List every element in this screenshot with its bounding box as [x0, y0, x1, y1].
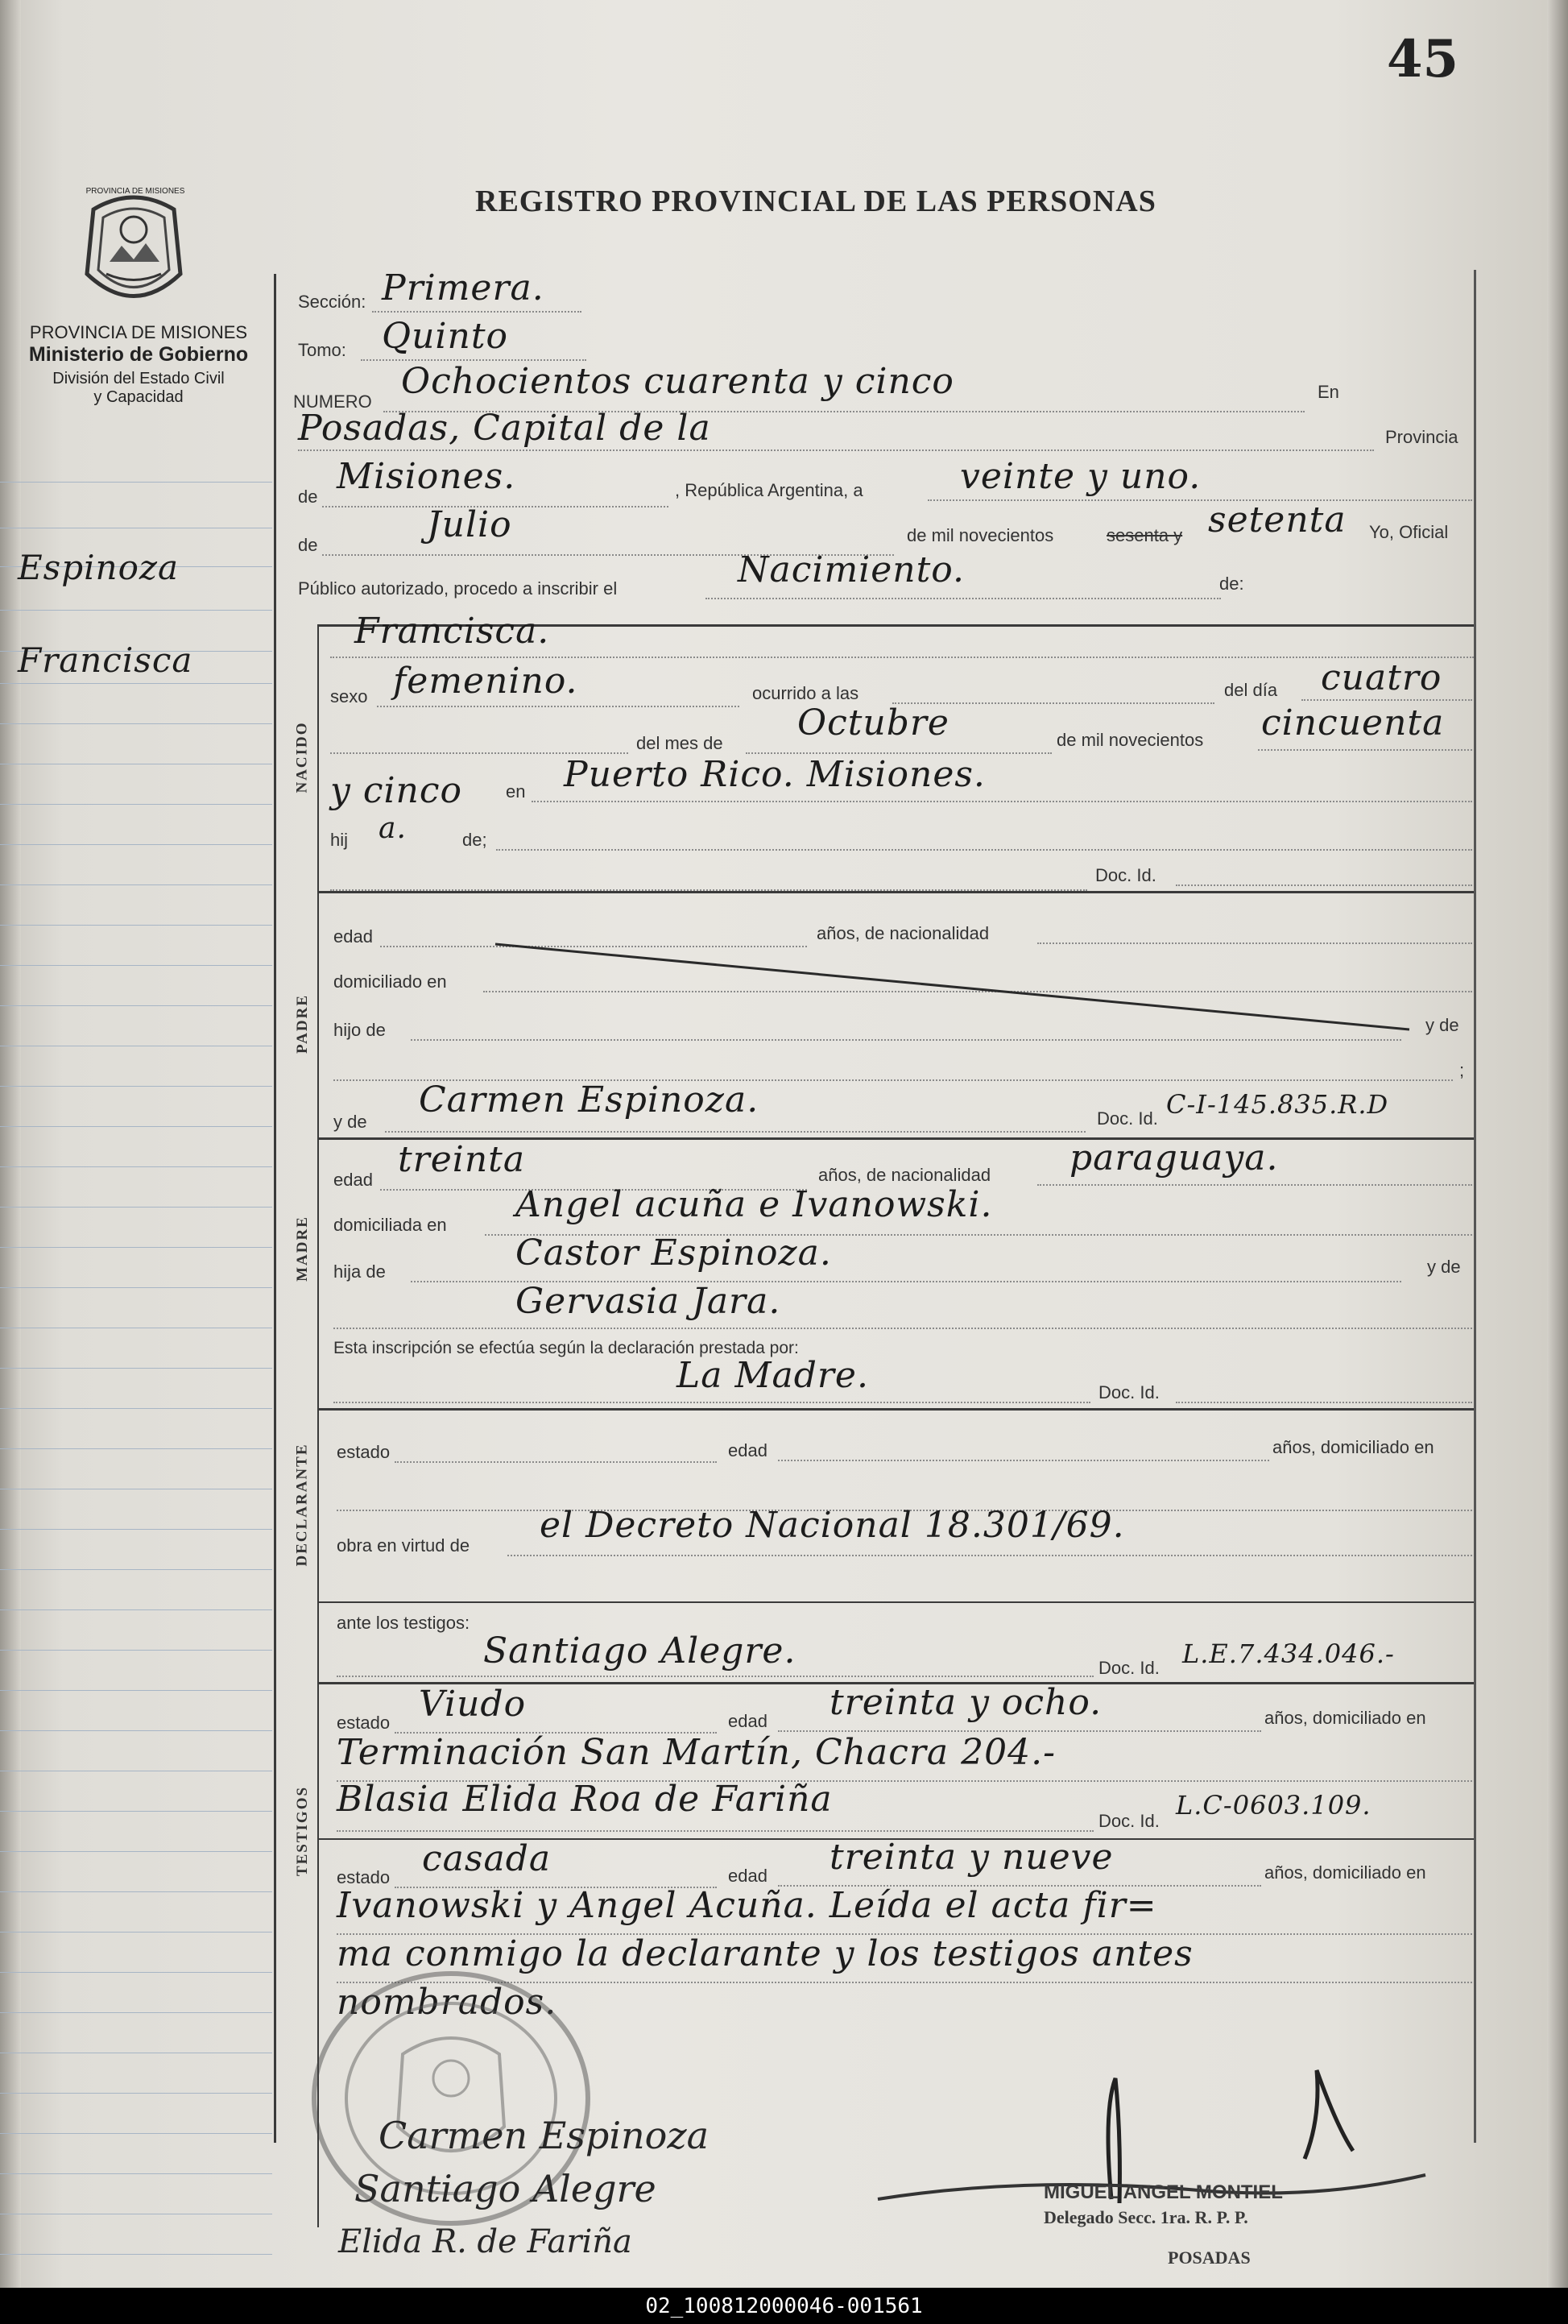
official-role: Delegado Secc. 1ra. R. P. P. [1044, 2207, 1248, 2227]
value-ano-nac: cincuenta [1261, 702, 1445, 744]
division-line2: y Capacidad [93, 388, 184, 406]
label-anos-dom-t1: años, domiciliado en [1264, 1708, 1426, 1728]
signature-carmen: Carmen Espinoza [379, 2114, 710, 2157]
label-hija-de: hija de [333, 1261, 386, 1282]
value-testigo2-domicilio: Ivanowski y Angel Acuña. Leída el acta fir= [337, 1885, 1157, 1926]
label-en-lugar: en [506, 781, 526, 802]
label-seccion: Sección: [298, 292, 366, 312]
label-domicilio-madre: domiciliada en [333, 1215, 447, 1235]
value-sexo: femenino. [393, 661, 578, 702]
label-numero: NUMERO [293, 391, 372, 412]
value-testigo1-domicilio: Terminación San Martín, Chacra 204.- [337, 1732, 1056, 1773]
label-doc-madre: Doc. Id. [1097, 1108, 1158, 1129]
label-edad-t1: edad [728, 1711, 767, 1731]
padre-strike-line [491, 934, 1417, 1047]
page-number: 45 [1387, 29, 1459, 89]
signature-santiago: Santiago Alegre [354, 2167, 656, 2210]
value-dia: cuatro [1321, 657, 1442, 698]
label-edad-declarante: edad [728, 1440, 767, 1460]
label-de-hij: de; [462, 830, 487, 850]
label-doc-testigo2: Doc. Id. [1098, 1811, 1160, 1831]
label-estado-t2: estado [337, 1867, 391, 1887]
value-testigo1-edad: treinta y ocho. [830, 1682, 1103, 1723]
label-yo-oficial: Yo, Oficial [1369, 522, 1449, 542]
value-cierre1: ma conmigo la declarante y los testigos antes [337, 1933, 1194, 1974]
label-anos-nac-padre: años, de nacionalidad [817, 923, 990, 943]
label-doc-nacido: Doc. Id. [1095, 865, 1156, 885]
label-obra: obra en virtud de [337, 1535, 470, 1556]
label-hijo-de: hijo de [333, 1020, 386, 1040]
label-ocurrido: ocurrido a las [752, 683, 859, 703]
value-fecha-dia: veinte y uno. [960, 456, 1202, 497]
value-acto: Nacimiento. [738, 549, 966, 590]
left-frame-line [274, 274, 276, 2143]
label-edad-t2: edad [728, 1866, 767, 1886]
label-anos-dom-declarante: años, domiciliado en [1272, 1437, 1434, 1457]
label-de-acto: de: [1219, 574, 1244, 594]
value-tomo: Quinto [382, 316, 508, 357]
label-doc-declarante: Doc. Id. [1098, 1382, 1160, 1402]
label-edad-padre: edad [333, 926, 373, 947]
label-y-de-madre: y de [333, 1112, 367, 1132]
division-line1: División del Estado Civil [52, 370, 225, 387]
value-testigo1-estado: Viudo [419, 1684, 527, 1725]
value-testigo1-doc: L.E.7.434.046.- [1182, 1638, 1395, 1669]
file-footer [0, 2288, 1568, 2324]
value-madre-doc: C-I-145.835.R.D [1166, 1089, 1389, 1120]
value-cierre2: nombrados. [337, 1982, 557, 2023]
value-seccion: Primera. [382, 267, 544, 309]
official-name: MIGUEL ANGEL MONTIEL [1044, 2181, 1283, 2203]
value-madre-padre: Castor Espinoza. [515, 1232, 832, 1274]
label-de-mil: de mil novecientos [907, 525, 1054, 545]
label-estado-declarante: estado [337, 1442, 391, 1462]
right-frame-line [1474, 270, 1476, 2143]
value-lugar-pre: y cinco [330, 770, 463, 811]
label-estado-t1: estado [337, 1713, 391, 1733]
value-testigo2-edad: treinta y nueve [830, 1837, 1114, 1878]
value-testigo1: Santiago Alegre. [483, 1630, 796, 1672]
label-hij: hij [330, 830, 349, 850]
label-de-provincia: de [298, 487, 318, 507]
label-del-mes: del mes de [636, 733, 723, 753]
section-nacido: NACIDO [294, 721, 311, 793]
label-provincia: Provincia [1385, 427, 1458, 447]
value-hij-suffix: a. [379, 812, 407, 845]
label-republica: , República Argentina, a [675, 480, 863, 500]
value-madre-edad: treinta [398, 1139, 526, 1180]
label-tomo: Tomo: [298, 340, 346, 360]
province-header [0, 322, 277, 407]
section-declarante: DECLARANTE [294, 1443, 311, 1567]
value-mes: Octubre [797, 702, 949, 744]
signature-elida: Elida R. de Fariña [338, 2223, 632, 2260]
label-sexo: sexo [330, 686, 368, 706]
province-name: PROVINCIA DE MISIONES [29, 322, 248, 342]
official-city: POSADAS [1168, 2247, 1251, 2268]
label-doc-testigo1: Doc. Id. [1098, 1658, 1160, 1678]
value-madre-nombre: Carmen Espinoza. [419, 1079, 759, 1121]
section-madre: MADRE [294, 1215, 311, 1282]
label-inscripcion: Esta inscripción se efectúa según la declaración prestada por: [333, 1339, 799, 1357]
value-provincia: Misiones. [337, 456, 516, 497]
value-testigo2-doc: L.C-0603.109. [1176, 1790, 1371, 1821]
value-ano: setenta [1208, 499, 1347, 541]
value-madre-nac: paraguaya. [1069, 1137, 1279, 1179]
label-edad-madre: edad [333, 1170, 373, 1190]
page-right-edge [1547, 0, 1568, 2288]
label-y-de-madre2: y de [1427, 1257, 1461, 1277]
section-testigos: TESTIGOS [294, 1785, 312, 1877]
provincial-seal-icon [77, 185, 190, 314]
seal-text: PROVINCIA DE MISIONES [85, 187, 185, 196]
label-anos-nac-madre: años, de nacionalidad [818, 1165, 991, 1185]
value-ano-tachado: sesenta y [1107, 525, 1183, 545]
value-declarante: La Madre. [676, 1355, 869, 1396]
label-del-dia: del día [1224, 680, 1278, 700]
label-en: En [1318, 382, 1339, 402]
label-de-mil-nov: de mil novecientos [1057, 730, 1204, 750]
label-publico: Público autorizado, procedo a inscribir el [298, 578, 618, 599]
value-madre-madre: Gervasia Jara. [515, 1281, 781, 1322]
value-fecha-mes: Julio [427, 504, 512, 545]
value-numero: Ochocientos cuarenta y cinco [401, 361, 954, 402]
value-ciudad: Posadas, Capital de la [298, 408, 711, 449]
section-padre: PADRE [294, 993, 312, 1054]
value-lugar: Puerto Rico. Misiones. [564, 754, 986, 795]
label-y-de-padre: y de [1425, 1015, 1459, 1035]
footer-filename: 02_100812000046-001561 [645, 2293, 923, 2318]
register-title: REGISTRO PROVINCIAL DE LAS PERSONAS [475, 184, 1156, 218]
margin-surname: Espinoza [18, 548, 180, 587]
label-anos-dom-t2: años, domiciliado en [1264, 1862, 1426, 1883]
value-madre-domicilio: Angel acuña e Ivanowski. [515, 1184, 993, 1225]
label-ante-testigos: ante los testigos: [337, 1613, 470, 1633]
value-obra: el Decreto Nacional 18.301/69. [540, 1505, 1125, 1546]
label-semicolon-padre: ; [1459, 1060, 1465, 1080]
value-testigo2: Blasia Elida Roa de Fariña [337, 1779, 833, 1820]
value-testigo2-estado: casada [422, 1838, 552, 1879]
ministry-name: Ministerio de Gobierno [28, 343, 249, 366]
label-de-mes: de [298, 535, 318, 555]
margin-given-name: Francisca [18, 640, 193, 680]
label-domicilio-padre: domiciliado en [333, 971, 447, 992]
value-nombre: Francisca. [354, 611, 550, 652]
